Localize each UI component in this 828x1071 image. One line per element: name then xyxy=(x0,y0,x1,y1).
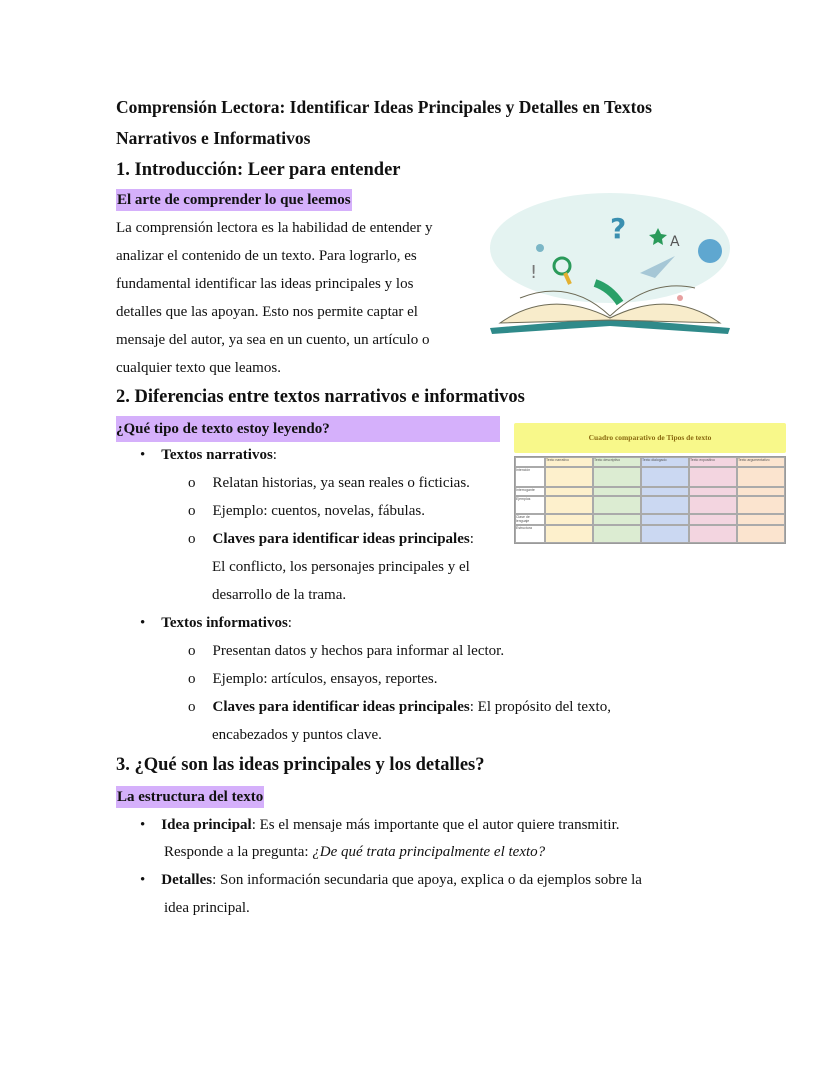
key-label: Claves para identificar ideas principales xyxy=(212,699,470,715)
section-3-subheading: La estructura del texto xyxy=(116,786,264,808)
key-rest: : El propósito del texto, xyxy=(469,699,611,715)
details-line-2: idea principal. xyxy=(164,900,250,916)
table-cell xyxy=(737,487,785,496)
intro-line: cualquier texto que leamos. xyxy=(116,360,281,376)
section-2-heading: 2. Diferencias entre textos narrativos e informativos xyxy=(116,387,525,407)
table-column-header: Texto dialogado xyxy=(641,457,689,467)
table-cell xyxy=(545,514,593,525)
table-row-header: Ejemplos xyxy=(515,496,545,514)
colon: : xyxy=(287,615,292,631)
document-title-line-2: Narrativos e Informativos xyxy=(116,128,311,148)
svg-text:A: A xyxy=(670,234,680,250)
details-text: : Son información secundaria que apoya, explica o da ejemplos sobre la xyxy=(212,872,642,888)
table-cell xyxy=(593,496,641,514)
bullet-main-idea: • Idea principal: Es el mensaje más importante que el autor quiere transmitir. xyxy=(140,817,620,833)
svg-text:?: ? xyxy=(610,212,627,245)
table-corner-cell xyxy=(515,457,545,467)
informative-label: Textos informativos xyxy=(161,615,288,631)
section-2-subheading: ¿Qué tipo de texto estoy leyendo? xyxy=(116,421,330,437)
table-cell xyxy=(689,496,737,514)
section-2-subheading-bar xyxy=(116,416,500,442)
table-cell xyxy=(593,525,641,543)
table-cell xyxy=(593,467,641,487)
table-row-header: Clase de lenguaje xyxy=(515,514,545,525)
table-column-header: Texto descriptivo xyxy=(593,457,641,467)
table-cell xyxy=(641,496,689,514)
section-1-heading: 1. Introducción: Leer para entender xyxy=(116,160,401,180)
table-title: Cuadro comparativo de Tipos de texto xyxy=(514,423,786,453)
table-column-header: Texto expositivo xyxy=(689,457,737,467)
table-row-header: Interrogante xyxy=(515,487,545,496)
table-cell xyxy=(689,514,737,525)
table-grid xyxy=(514,456,786,544)
intro-line: detalles que las apoyan. Esto nos permite captar el xyxy=(116,304,418,320)
table-cell xyxy=(689,487,737,496)
document-title-line-1: Comprensión Lectora: Identificar Ideas Principales y Detalles en Textos xyxy=(116,97,652,117)
colon: : xyxy=(272,447,277,463)
key-rest: : xyxy=(469,531,474,547)
table-cell xyxy=(545,467,593,487)
main-idea-text: : Es el mensaje más importante que el autor quiere transmitir. xyxy=(251,817,620,833)
table-cell xyxy=(545,525,593,543)
table-cell xyxy=(641,487,689,496)
table-cell xyxy=(737,467,785,487)
table-column-header: Texto narrativo xyxy=(545,457,593,467)
table-cell xyxy=(593,514,641,525)
narrative-key-line: desarrollo de la trama. xyxy=(212,587,347,603)
narrative-item-2: o Ejemplo: cuentos, novelas, fábulas. xyxy=(188,503,425,519)
svg-text:!: ! xyxy=(530,262,538,283)
narrative-label: Textos narrativos xyxy=(161,447,273,463)
narrative-item-1: o Relatan historias, ya sean reales o ficticias. xyxy=(188,475,470,491)
informative-item-1: o Presentan datos y hechos para informar al lector. xyxy=(188,643,505,659)
item-text: Presentan datos y hechos para informar al lector. xyxy=(212,643,505,659)
guiding-question: ¿De qué trata principalmente el texto? xyxy=(312,844,546,860)
item-text: Relatan historias, ya sean reales o ficticias. xyxy=(212,475,470,491)
narrative-key-line: El conflicto, los personajes principales y el xyxy=(212,559,470,575)
main-idea-line-2 xyxy=(164,838,545,866)
informative-item-3: o Claves para identificar ideas principales: El propósito del texto, xyxy=(188,699,611,715)
table-row-header: Intención xyxy=(515,467,545,487)
section-3-heading: 3. ¿Qué son las ideas principales y los detalles? xyxy=(116,755,485,775)
table-cell xyxy=(641,467,689,487)
bullet-details: • Detalles: Son información secundaria que apoya, explica o da ejemplos sobre la xyxy=(140,872,642,888)
table-cell xyxy=(689,467,737,487)
details-label: Detalles xyxy=(161,872,213,888)
item-text: Ejemplo: artículos, ensayos, reportes. xyxy=(212,671,438,687)
table-cell xyxy=(641,525,689,543)
table-cell xyxy=(737,496,785,514)
main-idea-label: Idea principal xyxy=(161,817,252,833)
intro-line: mensaje del autor, ya sea en un cuento, un artículo o xyxy=(116,332,430,348)
intro-line: fundamental identificar las ideas principales y los xyxy=(116,276,414,292)
table-cell xyxy=(737,514,785,525)
bullet-narrative: • Textos narrativos: xyxy=(140,447,277,463)
text: Responde a la pregunta: xyxy=(164,844,313,860)
table-cell xyxy=(545,496,593,514)
intro-line: analizar el contenido de un texto. Para lograrlo, es xyxy=(116,248,417,264)
table-cell xyxy=(689,525,737,543)
item-text: Ejemplo: cuentos, novelas, fábulas. xyxy=(212,503,425,519)
table-cell xyxy=(545,487,593,496)
table-column-header: Texto argumentativo xyxy=(737,457,785,467)
informative-item-2: o Ejemplo: artículos, ensayos, reportes. xyxy=(188,671,438,687)
bullet-informative: • Textos informativos: xyxy=(140,615,292,631)
section-1-subheading: El arte de comprender lo que leemos xyxy=(116,189,352,211)
informative-key-line: encabezados y puntos clave. xyxy=(212,727,382,743)
table-cell xyxy=(737,525,785,543)
open-book-illustration xyxy=(470,178,745,343)
narrative-item-3: o Claves para identificar ideas principales: xyxy=(188,531,474,547)
table-cell xyxy=(641,514,689,525)
text-types-comparison-table-image xyxy=(514,423,786,563)
key-label: Claves para identificar ideas principales xyxy=(212,531,470,547)
intro-line: La comprensión lectora es la habilidad de entender y xyxy=(116,220,433,236)
table-row-header: Estructura xyxy=(515,525,545,543)
table-cell xyxy=(593,487,641,496)
